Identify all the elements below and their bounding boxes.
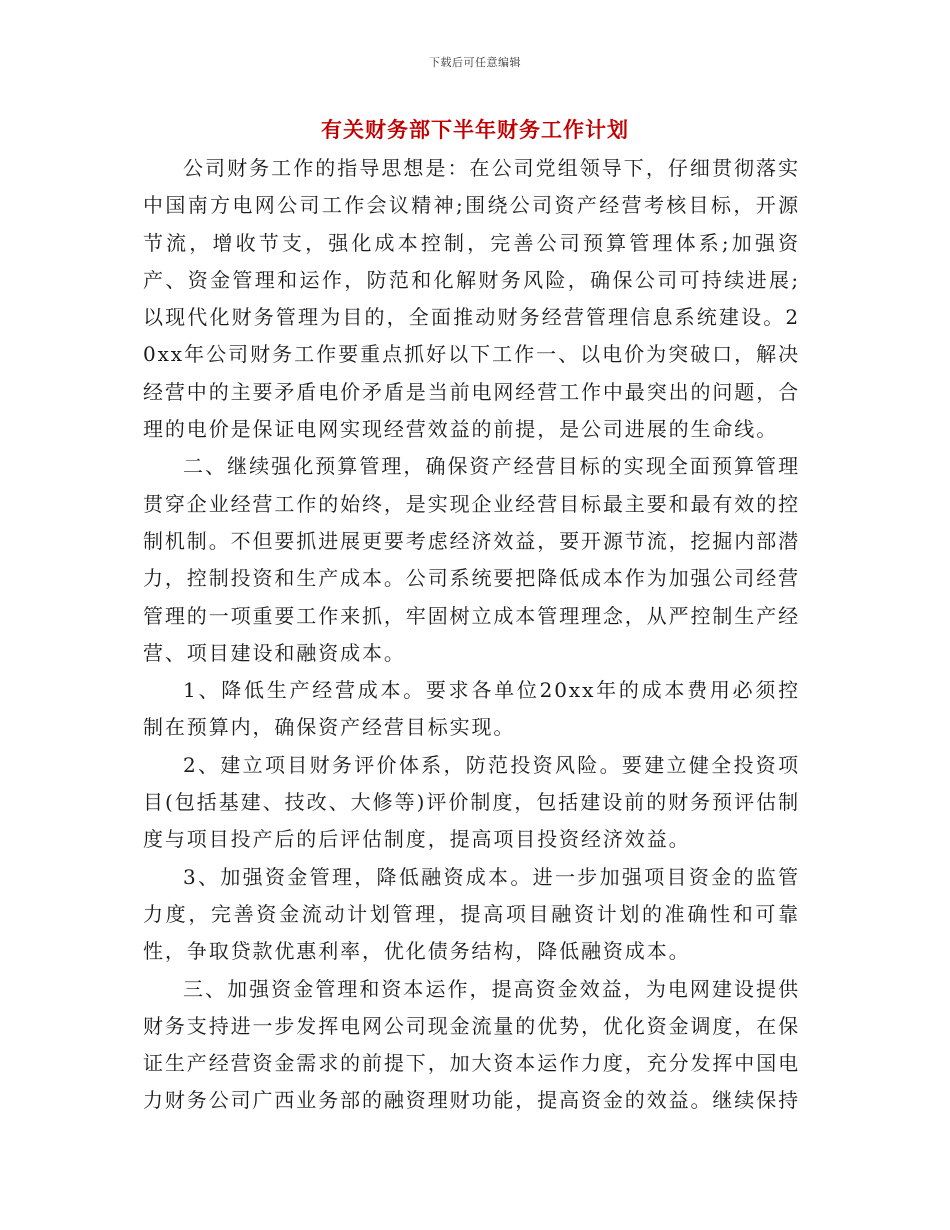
paragraph: 二、继续强化预算管理，确保资产经营目标的实现全面预算管理贯穿企业经营工作的始终，是实现企业经营目标最主要和最有效的控制机制。不但要抓进展更要考虑经济效益，要开源节流，挖掘内部潜力，控制投资和生产成本。公司系统要把降低成本作为加强公司经营管理的一项重要工作来抓，牢固树立成本管理理念，从严控制生产经营、项目建设和融资成本。 [143,454,800,665]
document-body [143,150,800,1120]
document-title: 有关财务部下半年财务工作计划 [321,117,629,142]
page-header-note: 下载后可任意编辑 [429,56,521,69]
paragraph: 公司财务工作的指导思想是：在公司党组领导下，仔细贯彻落实中国南方电网公司工作会议精神;围绕公司资产经营考核目标，开源节流，增收节支，强化成本控制，完善公司预算管理体系;加强资产、资金管理和运作，防范和化解财务风险，确保公司可持续进展;以现代化财务管理为目的，全面推动财务经营管理信息系统建设。20xx年公司财务工作要重点抓好以下工作一、以电价为突破口，解决经营中的主要矛盾电价矛盾是当前电网经营工作中最突出的问题，合理的电价是保证电网实现经营效益的前提，是公司进展的生命线。 [143,156,800,442]
paragraph: 3、加强资金管理，降低融资成本。进一步加强项目资金的监管力度，完善资金流动计划管理，提高项目融资计划的准确性和可靠性，争取贷款优惠利率，优化债务结构，降低融资成本。 [143,864,800,964]
paragraph: 1、降低生产经营成本。要求各单位20xx年的成本费用必须控制在预算内，确保资产经营目标实现。 [143,678,800,740]
paragraph: 三、加强资金管理和资本运作，提高资金效益，为电网建设提供财务支持进一步发挥电网公司现金流量的优势，优化资金调度，在保证生产经营资金需求的前提下，加大资本运作力度，充分发挥中国电力财务公司广西业务部的融资理财功能，提高资金的效益。继续保持 [143,976,800,1113]
paragraph: 2、建立项目财务评价体系，防范投资风险。要建立健全投资项目(包括基建、技改、大修等)评价制度，包括建设前的财务预评估制度与项目投产后的后评估制度，提高项目投资经济效益。 [143,752,800,852]
